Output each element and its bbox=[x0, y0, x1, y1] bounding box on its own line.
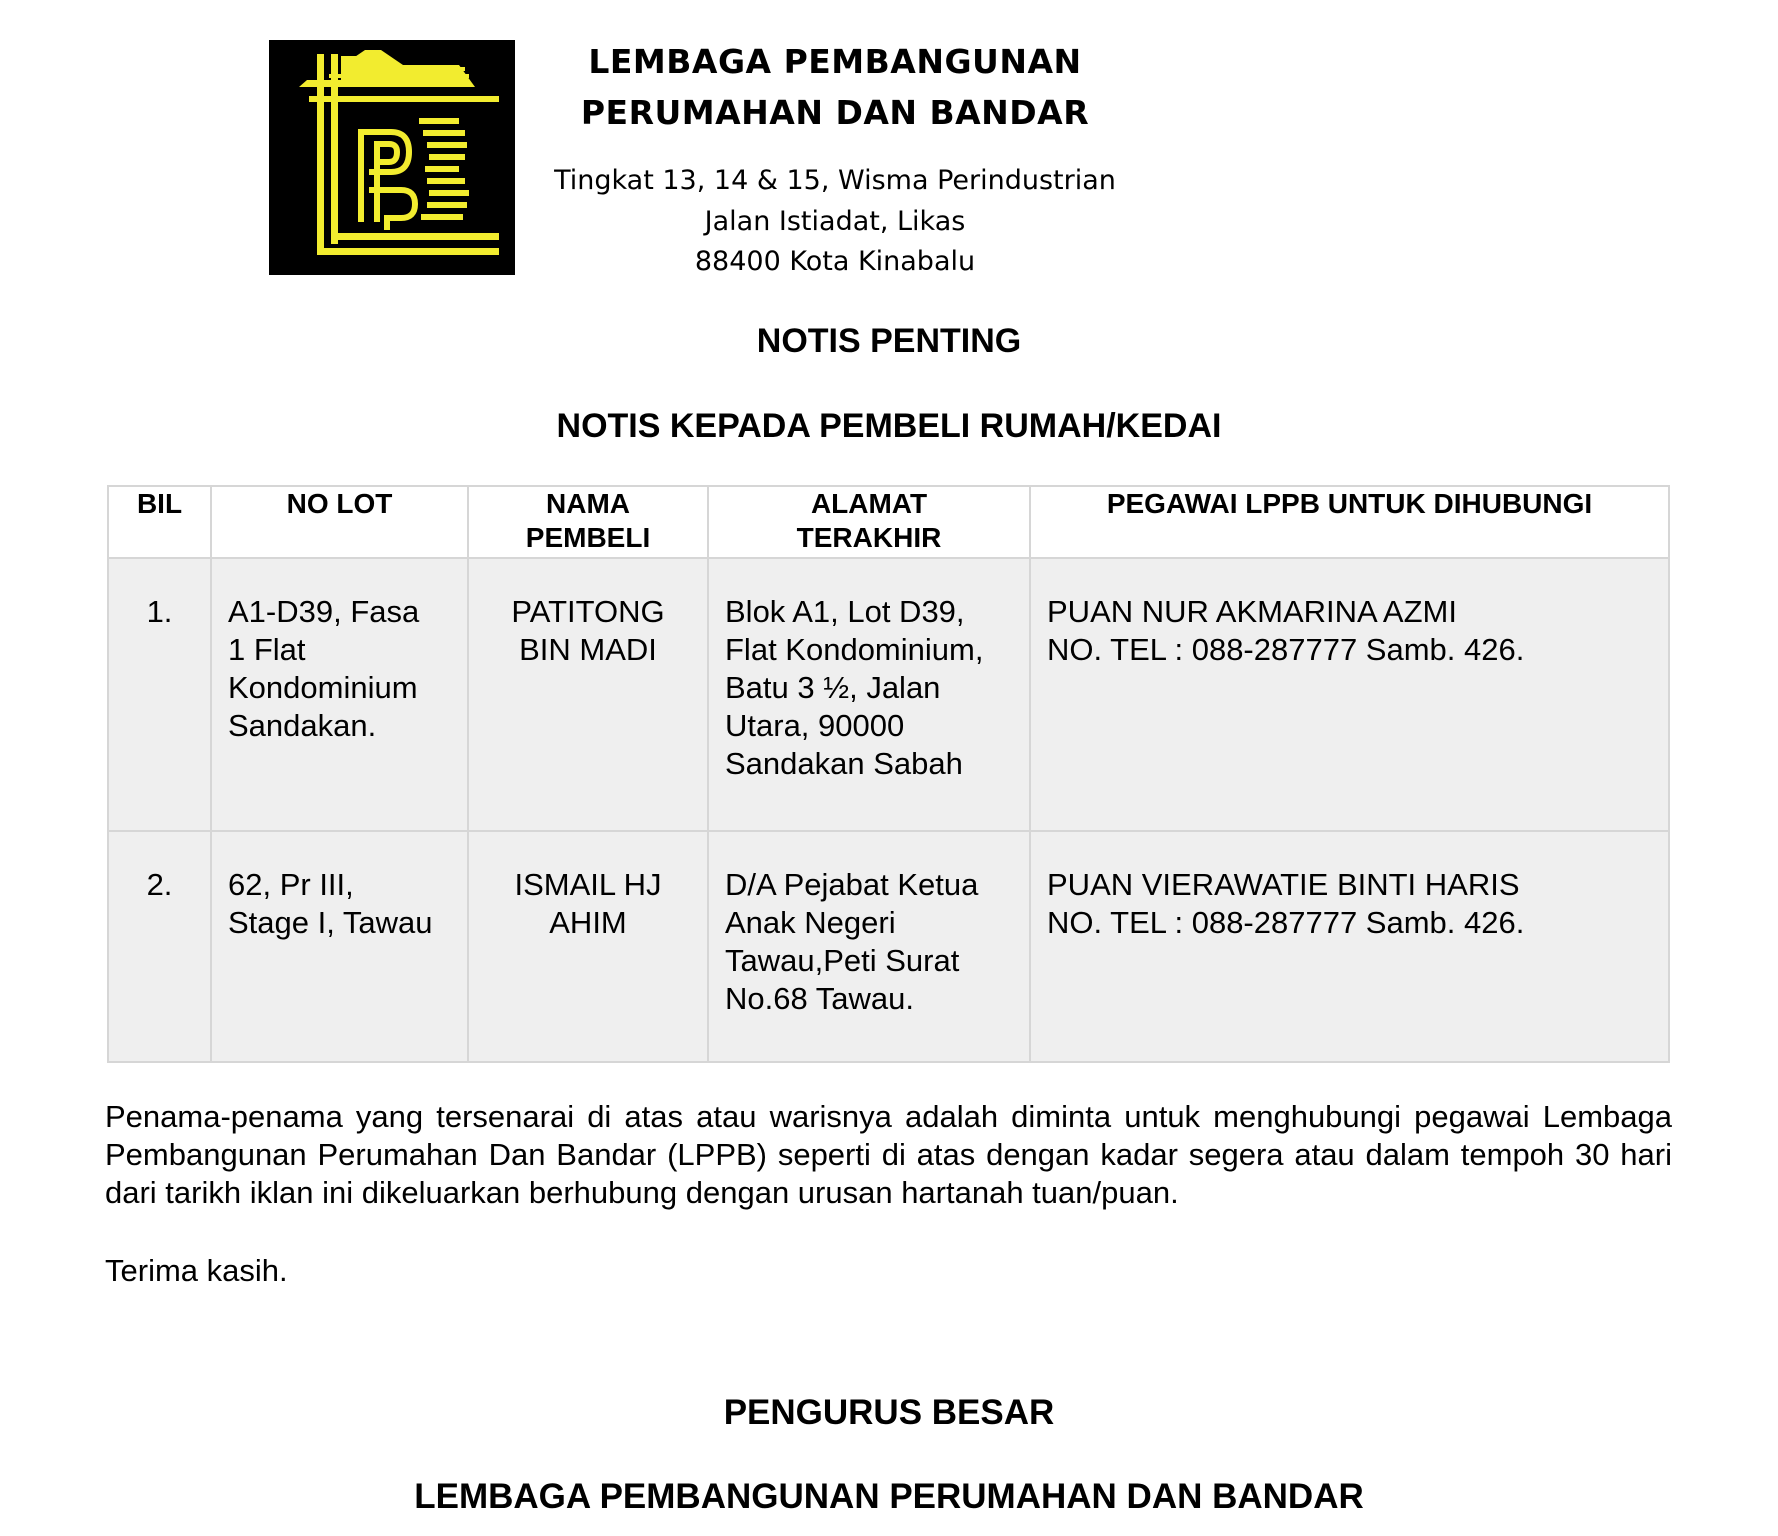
cell-line: 62, Pr III, bbox=[228, 867, 354, 902]
cell-pegawai bbox=[1030, 558, 1669, 831]
cell-line: ISMAIL HJ bbox=[514, 867, 662, 902]
cell-line: Kondominium bbox=[228, 670, 418, 705]
officer-phone: NO. TEL : 088-287777 Samb. 426. bbox=[1047, 905, 1525, 940]
header-pegawai: PEGAWAI LPPB UNTUK DIHUBUNGI bbox=[1030, 486, 1669, 558]
organisation-address bbox=[520, 161, 1150, 283]
cell-line: Batu 3 ½, Jalan bbox=[725, 670, 941, 705]
cell-line: Sandakan. bbox=[228, 708, 377, 743]
organisation-name-line: PERUMAHAN DAN BANDAR bbox=[580, 93, 1090, 132]
closing-thanks: Terima kasih. bbox=[105, 1253, 288, 1288]
cell-line: A1-D39, Fasa bbox=[228, 594, 420, 629]
cell-line: Blok A1, Lot D39, bbox=[725, 594, 965, 629]
organisation-header bbox=[520, 36, 1150, 283]
cell-line: D/A Pejabat Ketua bbox=[725, 867, 979, 902]
signoff-organisation: LEMBAGA PEMBANGUNAN PERUMAHAN DAN BANDAR bbox=[414, 1477, 1364, 1516]
address-line: Tingkat 13, 14 & 15, Wisma Perindustrian bbox=[554, 165, 1116, 196]
notice-title: NOTIS PENTING bbox=[756, 322, 1022, 360]
lppb-house-logo-icon bbox=[269, 40, 515, 275]
cell-pegawai bbox=[1030, 831, 1669, 1062]
table-row bbox=[108, 831, 1669, 1062]
header-no-lot: NO LOT bbox=[211, 486, 468, 558]
header-line: PEMBELI bbox=[525, 522, 651, 553]
organisation-name bbox=[520, 36, 1150, 138]
officer-phone: NO. TEL : 088-287777 Samb. 426. bbox=[1047, 632, 1525, 667]
cell-nama bbox=[468, 831, 708, 1062]
cell-no-lot bbox=[211, 558, 468, 831]
cell-line: Stage I, Tawau bbox=[228, 905, 433, 940]
header-line: NAMA bbox=[546, 488, 630, 519]
cell-line: Utara, 90000 bbox=[725, 708, 905, 743]
cell-nama bbox=[468, 558, 708, 831]
header-bil: BIL bbox=[108, 486, 211, 558]
cell-line: AHIM bbox=[549, 905, 627, 940]
cell-bil: 2. bbox=[108, 831, 211, 1062]
table-header-row bbox=[108, 486, 1669, 558]
header-line: ALAMAT bbox=[810, 488, 928, 519]
signoff-title: PENGURUS BESAR bbox=[723, 1393, 1055, 1432]
cell-line: Tawau,Peti Surat bbox=[725, 943, 960, 978]
cell-no-lot bbox=[211, 831, 468, 1062]
cell-line: Anak Negeri bbox=[725, 905, 896, 940]
address-line: Jalan Istiadat, Likas bbox=[704, 205, 966, 237]
cell-line: No.68 Tawau. bbox=[725, 981, 914, 1016]
header-line: TERAKHIR bbox=[796, 522, 942, 553]
cell-line: Sandakan Sabah bbox=[725, 746, 963, 781]
officer-name: PUAN NUR AKMARINA AZMI bbox=[1047, 594, 1457, 629]
header-alamat-terakhir bbox=[708, 486, 1030, 558]
header-nama-pembeli bbox=[468, 486, 708, 558]
cell-line: Flat Kondominium, bbox=[725, 632, 984, 667]
table-row bbox=[108, 558, 1669, 831]
cell-line: BIN MADI bbox=[519, 632, 657, 667]
notice-paragraph: Penama-penama yang tersenarai di atas atau warisnya adalah diminta untuk menghubungi pegawai Lembaga Pembangunan Perumahan Dan Bandar (LPPB) seperti di atas dengan kadar segera atau dalam tempoh 30 hari dari tarikh iklan ini dikeluarkan berhubung dengan urusan hartanah tuan/puan. bbox=[105, 1099, 1672, 1210]
officer-name: PUAN VIERAWATIE BINTI HARIS bbox=[1047, 867, 1520, 902]
notice-subtitle: NOTIS KEPADA PEMBELI RUMAH/KEDAI bbox=[556, 407, 1222, 445]
address-line: 88400 Kota Kinabalu bbox=[694, 246, 976, 277]
cell-bil: 1. bbox=[108, 558, 211, 831]
cell-alamat bbox=[708, 558, 1030, 831]
buyers-table bbox=[107, 485, 1670, 1063]
cell-line: 1 Flat bbox=[228, 632, 306, 667]
cell-alamat bbox=[708, 831, 1030, 1062]
cell-line: PATITONG bbox=[511, 594, 665, 629]
organisation-name-line: LEMBAGA PEMBANGUNAN bbox=[588, 42, 1082, 81]
